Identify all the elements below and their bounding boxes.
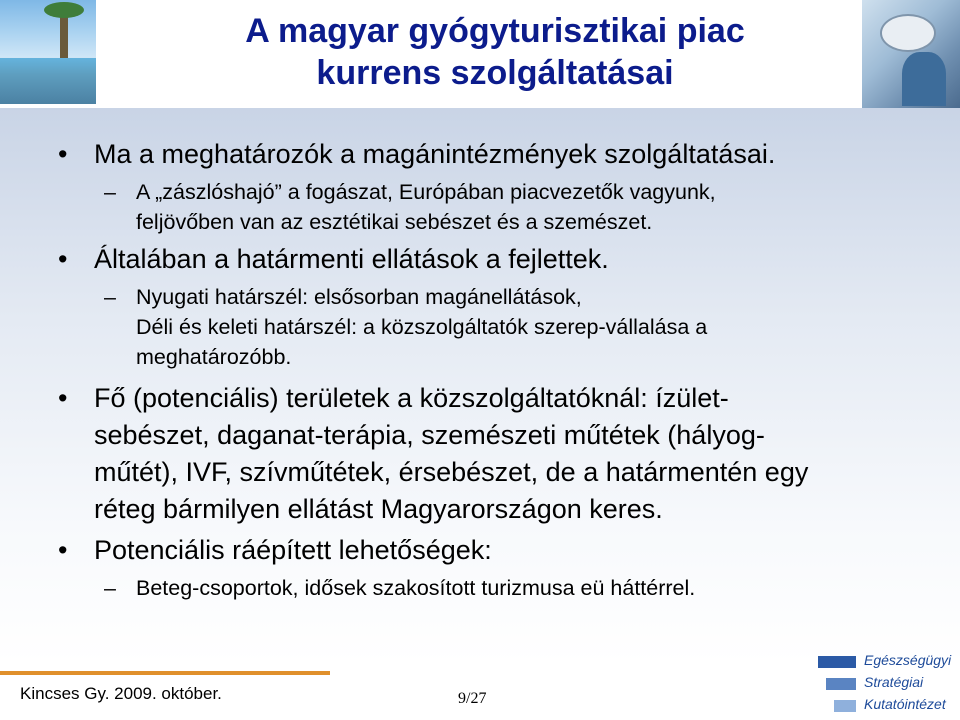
logo-bar <box>818 656 856 668</box>
bullet-item <box>0 136 960 173</box>
logo-row <box>818 696 960 716</box>
footer-author-date: Kincses Gy. 2009. október. <box>20 684 222 703</box>
dash-icon: – <box>104 285 116 309</box>
resort-photo <box>0 0 96 104</box>
bullet-text: Fő (potenciális) területek a közszolgáltatóknál: ízület-sebészet, daganat-terápia, szemészeti műtétek (hályog-műtét), IVF, szívműtétek, érsebészet, de a határmentén egy réteg bármilyen ellátást Magyarországon keres. <box>94 383 809 524</box>
sub-bullet-text: Déli és keleti határszél: a közszolgáltatók szerep-vállalása a meghatározóbb. <box>136 315 708 369</box>
bullet-icon: • <box>58 535 68 565</box>
dash-icon: – <box>104 180 116 204</box>
slide-title-line-2: kurrens szolgáltatásai <box>316 54 674 92</box>
sub-bullet-text: Nyugati határszél: elsősorban magánellátások, <box>136 285 582 309</box>
bullet-icon: • <box>58 383 68 413</box>
pool-shape <box>0 58 96 104</box>
sub-bullet-item <box>0 207 856 237</box>
slide-title <box>140 10 850 94</box>
bullet-icon: • <box>58 139 68 169</box>
bullet-text: Általában a határmenti ellátások a fejlettek. <box>94 244 609 274</box>
bullet-item <box>0 380 834 528</box>
surgical-lamp <box>880 14 936 52</box>
institute-logo <box>818 650 960 720</box>
logo-text-line-1: Egészségügyi <box>864 652 952 668</box>
sub-bullet-text: Beteg-csoportok, idősek szakosított turizmusa eü háttérrel. <box>136 576 696 600</box>
logo-row <box>818 652 960 672</box>
sub-bullet-item <box>0 573 856 603</box>
sub-bullet-item <box>0 177 856 207</box>
sub-bullet-text: feljövőben van az esztétikai sebészet és a szemészet. <box>136 210 653 234</box>
dash-icon: – <box>104 576 116 600</box>
bullet-item <box>0 241 960 278</box>
sub-bullet-item <box>0 312 856 372</box>
bullet-item <box>0 532 960 569</box>
logo-bar <box>834 700 856 712</box>
logo-text-line-3: Kutatóintézet <box>864 696 946 712</box>
bullet-icon: • <box>58 244 68 274</box>
logo-text-line-2: Stratégiai <box>864 674 924 690</box>
bullet-list <box>0 136 960 603</box>
logo-row <box>818 674 960 694</box>
footer-accent-line <box>0 671 330 675</box>
bullet-text: Potenciális ráépített lehetőségek: <box>94 535 492 565</box>
slide-title-line-1: A magyar gyógyturisztikai piac <box>245 12 745 50</box>
surgery-photo <box>862 0 960 108</box>
bullet-text: Ma a meghatározók a magánintézmények szolgáltatásai. <box>94 139 776 169</box>
logo-bar <box>826 678 856 690</box>
palm-leaf <box>44 2 84 18</box>
sub-bullet-item <box>0 282 856 312</box>
sub-bullet-text: A „zászlóshajó” a fogászat, Európában piacvezetők vagyunk, <box>136 180 716 204</box>
page-number: 9/27 <box>458 690 487 707</box>
surgeon-figure <box>902 52 946 106</box>
